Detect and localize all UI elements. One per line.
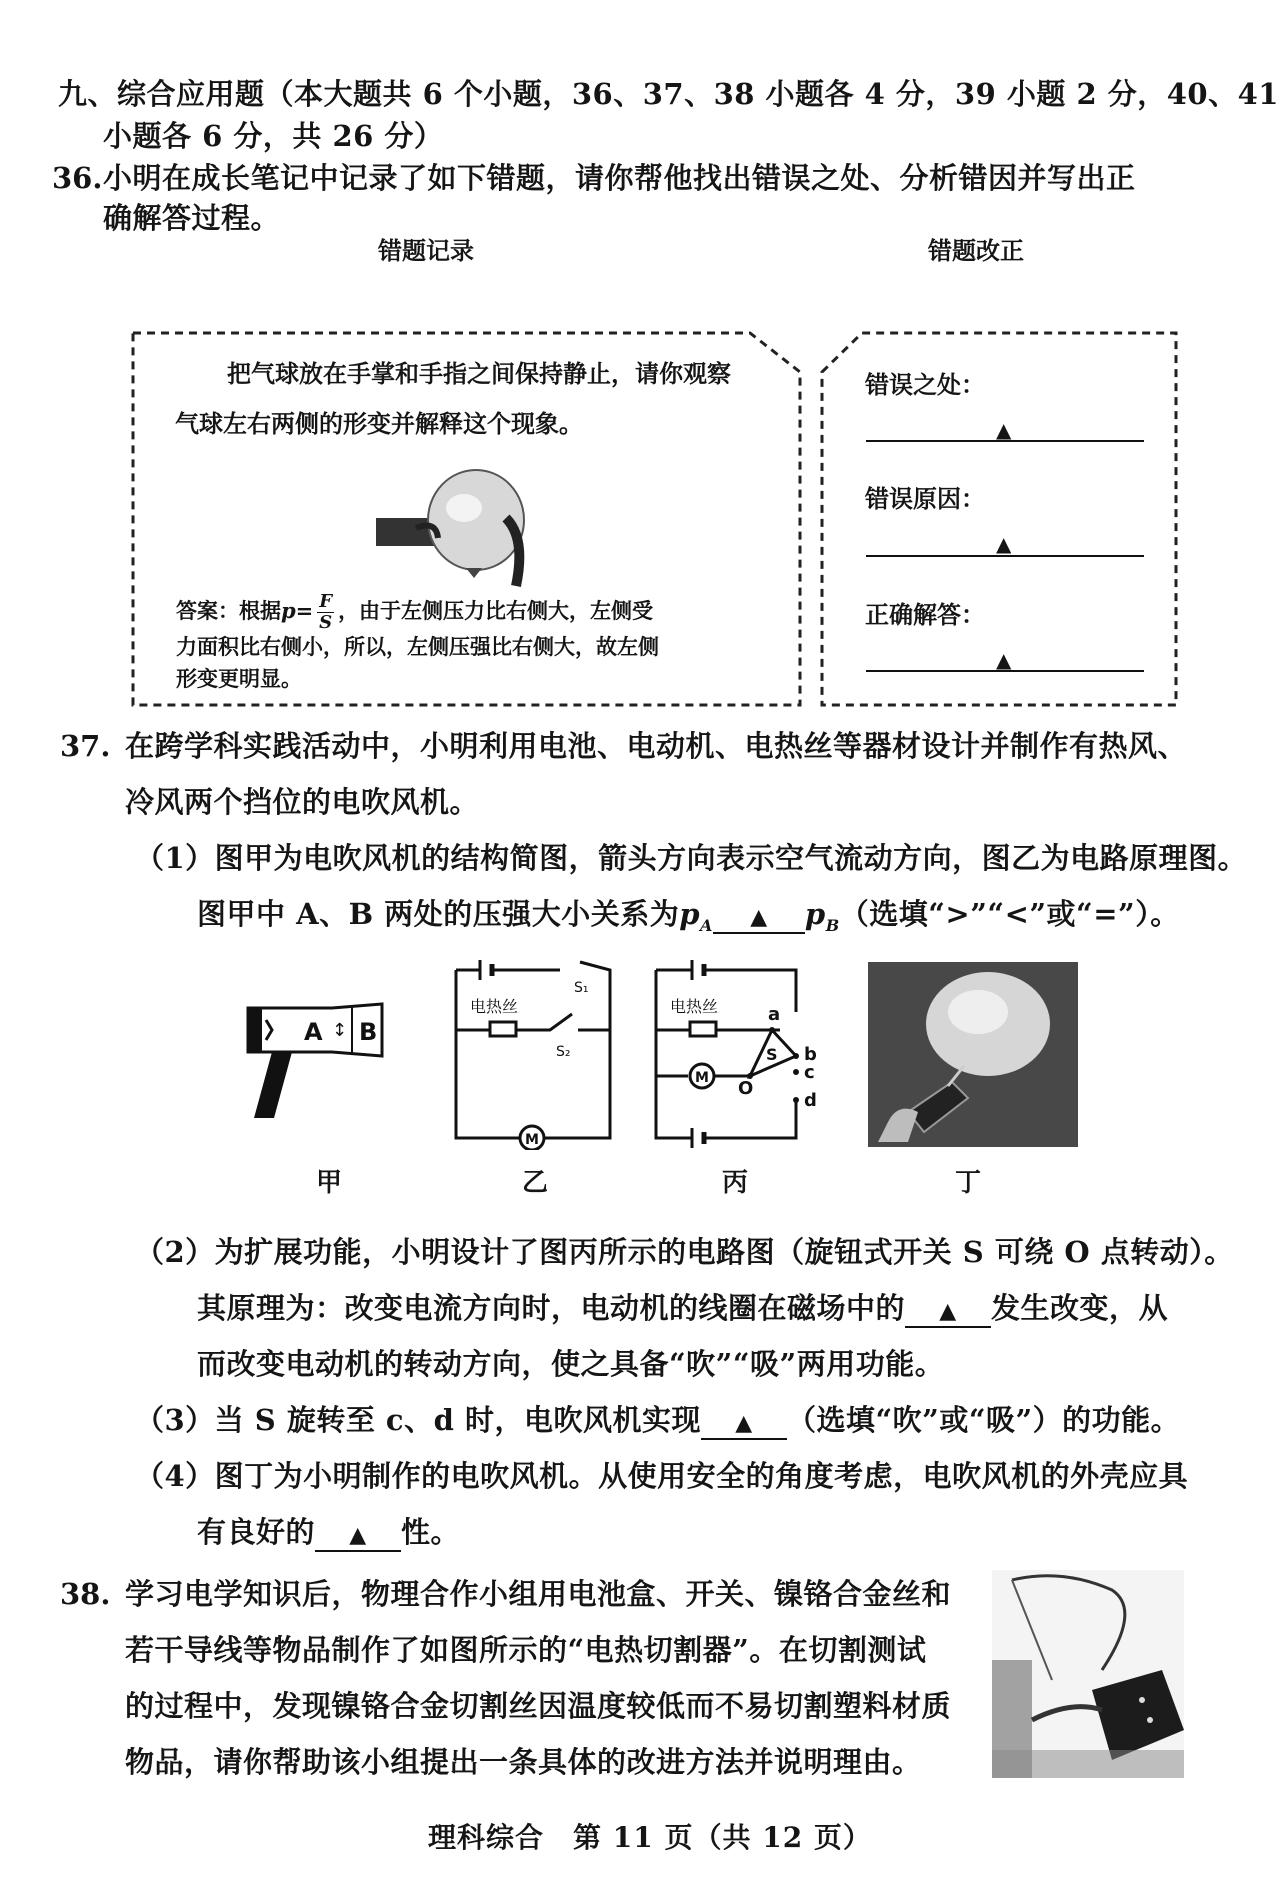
q37-part3-text-b: （选填“吹”或“吸”）的功能。	[786, 1403, 1181, 1437]
q37-pA-symbol: p	[679, 897, 700, 931]
q38-number: 38.	[60, 1577, 111, 1611]
figure-jia-hair-dryer	[242, 1000, 412, 1130]
figure-bing-heater-label: 电热丝	[670, 997, 719, 1016]
q36-formula-fraction	[317, 592, 334, 633]
q37-part4-blank[interactable]: ▲	[315, 1520, 401, 1552]
figure-jia-label-b: B	[359, 1018, 378, 1046]
q37-part1-line-1: （1）图甲为电吹风机的结构简图，箭头方向表示空气流动方向，图乙为电路原理图。	[135, 841, 1248, 875]
q36-line-1: 小明在成长笔记中记录了如下错题，请你帮他找出错误之处、分析错因并写出正	[103, 161, 1136, 195]
figure-bing-s-label: S	[766, 1045, 778, 1064]
q37-pB-symbol: p	[804, 897, 826, 931]
q36-answer-line-2: 力面积比右侧小，所以，左侧压强比右侧大，故左侧	[176, 634, 659, 659]
q36-formula-p: p=	[281, 598, 314, 623]
q37-pB	[804, 897, 840, 935]
figure-bing-d-label: d	[804, 1090, 817, 1111]
q37-line-1: 在跨学科实践活动中，小明利用电池、电动机、电热丝等器材设计并制作有热风、	[125, 729, 1188, 763]
q36-blank-mark-3: ▲	[996, 648, 1012, 672]
figure-yi-motor-label: M	[525, 1132, 539, 1148]
section-heading-line-2: 小题各 6 分，共 26 分）	[103, 119, 444, 153]
q37-part3-text-a: （3）当 S 旋转至 c、d 时，电吹风机实现	[135, 1403, 701, 1437]
q36-record-line-2: 气球左右两侧的形变并解释这个现象。	[175, 409, 583, 438]
figure-bing-o-label: O	[738, 1078, 754, 1099]
figure-label-ding: 丁	[955, 1168, 982, 1198]
q37-pA	[679, 897, 713, 935]
figure-jia-label-a: A	[304, 1018, 323, 1046]
q36-answer-line-3: 形变更明显。	[176, 666, 302, 691]
q36-field-error-reason-label: 错误原因：	[865, 484, 985, 513]
q37-part2-line-3: 而改变电动机的转动方向，使之具备“吹”“吸”两用功能。	[197, 1347, 945, 1381]
figure-yi-circuit	[450, 960, 620, 1150]
section-heading-line-1: 九、综合应用题（本大题共 6 个小题，36、37、38 小题各 4 分，39 小题 2 分，40、41	[58, 77, 1279, 111]
balloon-photo	[376, 468, 536, 588]
q36-field-correct-answer-label: 正确解答：	[865, 600, 985, 629]
figure-bing-a-label: a	[768, 1004, 781, 1025]
q38-line-2: 若干导线等物品制作了如图所示的“电热切割器”。在切割测试	[125, 1633, 927, 1667]
figure-bing-b-label: b	[804, 1044, 817, 1065]
figure-bing-c-label: c	[804, 1062, 815, 1083]
q36-record-header: 错题记录	[378, 236, 474, 265]
q36-field-error-location-label: 错误之处：	[865, 370, 985, 399]
q36-formula	[281, 591, 338, 633]
figure-label-bing: 丙	[722, 1168, 749, 1198]
q36-line-2: 确解答过程。	[103, 201, 281, 235]
q36-answer-line-1	[176, 592, 653, 633]
q37-number: 37.	[60, 729, 111, 763]
q37-pB-subscript: B	[825, 915, 840, 935]
q37-part4-line-1: （4）图丁为小明制作的电吹风机。从使用安全的角度考虑，电吹风机的外壳应具	[135, 1459, 1189, 1493]
q37-part4-line-2	[197, 1512, 460, 1552]
q37-part2-text-a: 其原理为：改变电流方向时，电动机的线圈在磁场中的	[197, 1291, 906, 1325]
q37-part2-line-1: （2）为扩展功能，小明设计了图丙所示的电路图（旋钮式开关 S 可绕 O 点转动）。	[135, 1235, 1234, 1269]
q37-part1-blank[interactable]: ▲	[713, 902, 805, 934]
q37-part3-blank[interactable]: ▲	[701, 1408, 787, 1440]
q36-blank-mark-1: ▲	[996, 418, 1012, 442]
figure-yi-s2-label: S₂	[556, 1044, 571, 1060]
q37-part2-blank[interactable]: ▲	[905, 1296, 991, 1328]
q36-answer-line-field-1[interactable]	[866, 440, 1144, 442]
q36-number: 36.	[52, 161, 103, 195]
figure-yi-heater-label: 电热丝	[470, 997, 519, 1016]
q38-line-1: 学习电学知识后，物理合作小组用电池盒、开关、镍铬合金丝和	[125, 1577, 952, 1611]
q36-blank-mark-2: ▲	[996, 532, 1012, 556]
q36-formula-denominator: S	[319, 612, 333, 633]
figure-ding-photo	[868, 962, 1078, 1147]
q37-part2-line-2	[197, 1288, 1168, 1328]
q36-answer-line-field-3[interactable]	[866, 670, 1144, 672]
q38-line-3: 的过程中，发现镍铬合金切割丝因温度较低而不易切割塑料材质	[125, 1689, 952, 1723]
q37-part1-line-2	[197, 894, 1180, 946]
q36-record-line-1: 把气球放在手掌和手指之间保持静止，请你观察	[227, 359, 731, 388]
svg-text:↕: ↕	[332, 1020, 348, 1041]
q36-answer-prefix: 答案：根据	[176, 598, 281, 623]
q36-correction-header: 错题改正	[928, 236, 1024, 265]
q36-answer-suffix: ，由于左侧压力比右侧大，左侧受	[338, 598, 654, 623]
q37-part1-text-b: （选填“>”“<”或“=”）。	[839, 897, 1180, 931]
q37-part1-text-a: 图甲中 A、B 两处的压强大小关系为	[197, 897, 680, 931]
q37-part4-text-a: 有良好的	[197, 1515, 316, 1549]
q36-answer-line-field-2[interactable]	[866, 555, 1144, 557]
q37-pA-subscript: A	[700, 915, 713, 935]
q37-part4-text-b: 性。	[401, 1515, 461, 1549]
figure-label-yi: 乙	[522, 1168, 549, 1198]
page-footer: 理科综合 第 11 页（共 12 页）	[428, 1821, 872, 1854]
q37-line-2: 冷风两个挡位的电吹风机。	[125, 785, 480, 819]
q38-heat-cutter-photo	[992, 1570, 1184, 1778]
figure-bing-circuit	[650, 960, 850, 1150]
q37-part2-text-b: 发生改变，从	[991, 1291, 1169, 1325]
figure-label-jia: 甲	[316, 1168, 343, 1198]
figure-bing-motor-label: M	[695, 1070, 709, 1086]
q38-line-4: 物品，请你帮助该小组提出一条具体的改进方法并说明理由。	[125, 1745, 922, 1779]
q36-formula-numerator: F	[319, 591, 333, 612]
figure-yi-s1-label: S₁	[574, 980, 589, 996]
q37-part3-line	[135, 1400, 1180, 1440]
